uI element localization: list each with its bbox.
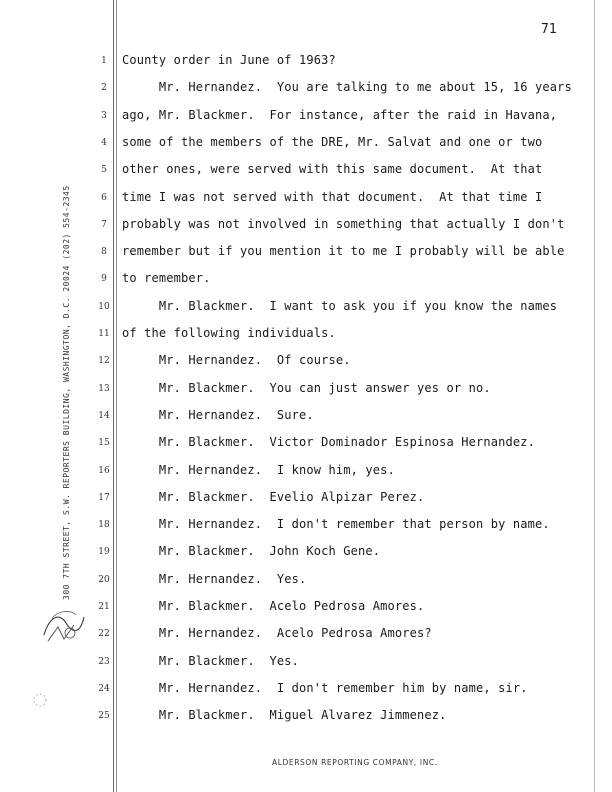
transcript-line: Mr. Blackmer. Miguel Alvarez Jimmenez. (122, 708, 447, 723)
line-number: 15 (98, 438, 110, 449)
footer-company: ALDERSON REPORTING COMPANY, INC. (272, 758, 438, 767)
line-number: 17 (98, 492, 110, 503)
transcript-line: to remember. (122, 271, 211, 286)
transcript-line: County order in June of 1963? (122, 53, 336, 67)
transcript-line: other ones, were served with this same document. At that (122, 162, 543, 177)
line-number: 14 (98, 410, 110, 421)
line-number: 11 (98, 329, 110, 339)
transcript-line: Mr. Hernandez. You are talking to me about 15, 16 years (122, 80, 572, 95)
smudge-mark (30, 690, 50, 710)
line-number: 25 (98, 711, 110, 722)
page-number: 71 (541, 22, 557, 37)
transcript-line: Mr. Blackmer. Yes. (122, 653, 299, 668)
transcript-line: Mr. Hernandez. Of course. (122, 353, 351, 368)
reporter-address: 300 7TH STREET, S.W. REPORTERS BUILDING, WASHINGTON, D.C. 20024 (202) 554-2345 (62, 185, 71, 600)
line-number: 5 (101, 165, 107, 176)
line-number: 24 (98, 683, 110, 694)
line-number: 18 (98, 520, 110, 531)
right-margin-rule (594, 0, 595, 792)
line-number: 7 (101, 219, 107, 230)
transcript-line: remember but if you mention it to me I probably will be able (122, 244, 565, 259)
line-number: 3 (101, 110, 107, 121)
transcript-line: Mr. Blackmer. I want to ask you if you know the names (122, 298, 558, 313)
transcript-line: Mr. Blackmer. You can just answer yes or no. (122, 380, 491, 395)
transcript-line: Mr. Hernandez. Sure. (122, 407, 314, 422)
line-number: 20 (98, 574, 110, 585)
transcript-line: Mr. Hernandez. I don't remember that person by name. (122, 517, 550, 532)
line-number: 2 (101, 83, 107, 94)
margin-rule-inner (116, 0, 117, 792)
line-number: 22 (98, 629, 110, 640)
transcript-line: Mr. Hernandez. Yes. (122, 571, 307, 586)
line-number: 21 (98, 602, 110, 612)
line-number: 8 (101, 247, 107, 258)
transcript-line: Mr. Hernandez. Acelo Pedrosa Amores? (122, 626, 432, 641)
transcript-line: some of the members of the DRE, Mr. Salvat and one or two (122, 134, 543, 149)
line-number: 6 (101, 192, 107, 203)
transcript-line: Mr. Blackmer. Victor Dominador Espinosa Hernandez. (122, 435, 535, 450)
line-number: 4 (101, 137, 107, 148)
transcript-line: Mr. Blackmer. Acelo Pedrosa Amores. (122, 599, 425, 613)
transcript-line: ago, Mr. Blackmer. For instance, after the raid in Havana, (122, 107, 558, 122)
transcript-line: probably was not involved in something that actually I don't (122, 216, 565, 231)
transcript-line: Mr. Hernandez. I know him, yes. (122, 462, 395, 477)
transcript-line: Mr. Blackmer. John Koch Gene. (122, 544, 381, 559)
transcript-line: of the following individuals. (122, 326, 336, 340)
line-number: 19 (98, 547, 110, 558)
line-number: 9 (101, 274, 107, 285)
line-number: 1 (101, 56, 107, 66)
transcript-line: Mr. Hernandez. I don't remember him by name, sir. (122, 680, 528, 695)
line-number: 10 (98, 301, 110, 312)
line-number: 12 (98, 356, 110, 367)
transcript-line: Mr. Blackmer. Evelio Alpizar Perez. (122, 489, 425, 504)
transcript-line: time I was not served with that document. At that time I (122, 189, 543, 204)
stamp-mark-icon (40, 605, 88, 647)
margin-rule (113, 0, 114, 792)
line-number: 23 (98, 656, 110, 667)
line-number: 13 (98, 383, 110, 394)
line-number: 16 (98, 465, 110, 476)
